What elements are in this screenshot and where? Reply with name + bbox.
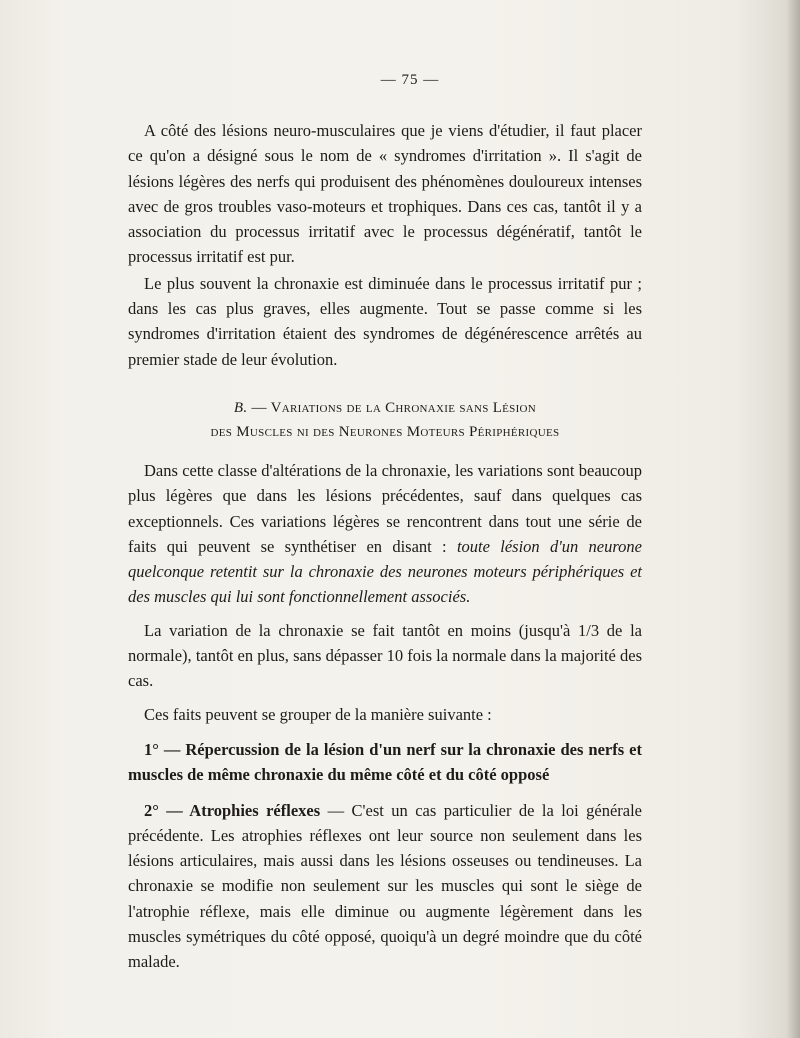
list-item-atrophies-text: — C'est un cas particulier de la loi générale précédente. Les atrophies réflexes ont leur source non seulement dans les lésions articulaires, mais aussi dans les lésions osseuses ou tendineuses. La chronaxie se modifie non seulement sur les muscles qui sont le siège de l'atrophie réflexe, mais elle diminue ou augmente légèrement dans les muscles symétriques du côté opposé, quoiqu'à un degré moindre que du côté malade.: [128, 800, 642, 972]
section-heading-line-1-text: — Variations de la Chronaxie sans Lésion: [247, 399, 537, 416]
paragraph-classe-alterations-text: Dans cette classe d'altérations de la chronaxie, les variations sont beaucoup plus légères que dans les lésions précédentes, sauf dans quelques cas exceptionnels. Ces variations légères se rencontrent dans tout une série de faits qui peuvent se synthétiser en disant :: [128, 460, 642, 556]
paragraph-grouper: Ces faits peuvent se grouper de la manière suivante :: [144, 704, 492, 724]
paragraph-chronaxie-diminuee: Le plus souvent la chronaxie est diminuée dans le processus irritatif pur ; dans les cas plus graves, elles augmente. Tout se passe comme si les syndromes d'irritation étaient des syndromes de dégénérescence arrêtés au premier stade de leur évolution.: [128, 273, 642, 369]
paragraph-syndromes-irritation: A côté des lésions neuro-musculaires que je viens d'étudier, il faut placer ce qu'on a désigné sous le nom de « syndromes d'irritation ». Il s'agit de lésions légères des nerfs qui produisent des phénomènes douloureux intenses avec de gros troubles vaso-moteurs et trophiques. Dans ces cas, tantôt il y a association du processus irritatif avec le processus dégénératif, tantôt le processus irritatif est pur.: [128, 121, 642, 267]
page-number: — 75 —: [380, 72, 440, 88]
list-item-repercussion: 1° — Répercussion de la lésion d'un nerf sur la chronaxie des nerfs et muscles de même chronaxie du même côté et du côté opposé: [128, 739, 642, 785]
section-heading: [128, 396, 642, 444]
paragraph-classe-alterations-italic: toute lésion d'un neurone quelconque retentit sur la chronaxie des neurones moteurs périphériques et des muscles qui lui sont fonctionnellement associés.: [128, 536, 643, 607]
list-item-atrophies-label: 2° — Atrophies réflexes: [144, 800, 321, 820]
section-heading-line-2: des Muscles ni des Neurones Moteurs Périphériques: [210, 423, 560, 440]
page-edge-shadow: [786, 0, 800, 1038]
paragraph-variation-chronaxie: La variation de la chronaxie se fait tantôt en moins (jusqu'à 1/3 de la normale), tantôt en plus, sans dépasser 10 fois la normale dans la majorité des cas.: [128, 620, 642, 691]
paragraph-classe-alterations: [128, 458, 642, 610]
section-heading-line-1: [128, 396, 642, 420]
list-item-atrophies: [128, 798, 642, 975]
page-body: [128, 118, 642, 975]
section-letter: B.: [233, 399, 248, 416]
